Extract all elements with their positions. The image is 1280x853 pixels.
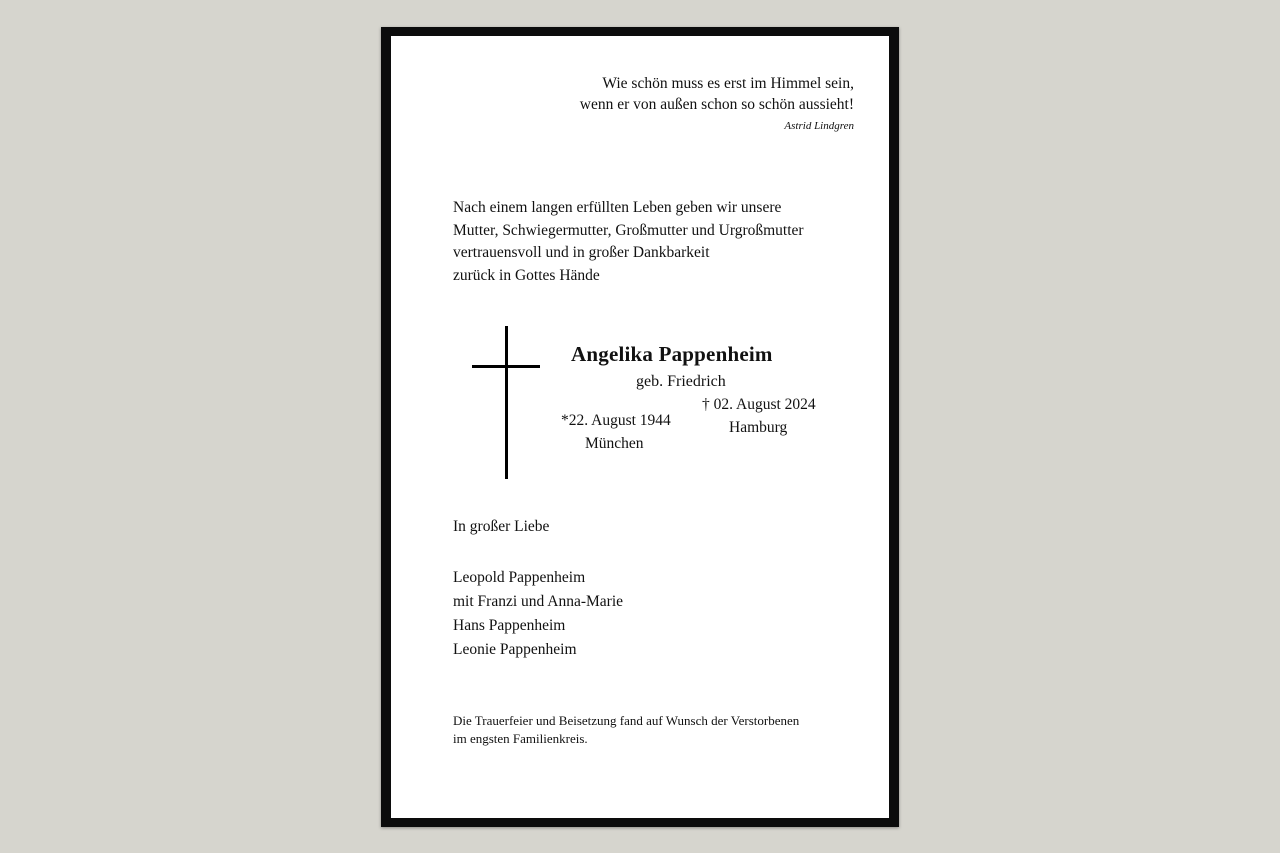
death-date: † 02. August 2024 bbox=[702, 396, 816, 413]
mourner-line: mit Franzi und Anna-Marie bbox=[453, 593, 624, 610]
cross-horizontal-bar bbox=[472, 365, 540, 368]
quote bbox=[580, 73, 854, 115]
notice-line: im engsten Familienkreis. bbox=[453, 731, 588, 746]
notice-line: Die Trauerfeier und Beisetzung fand auf Wunsch der Verstorbenen bbox=[453, 713, 800, 728]
card-frame bbox=[381, 27, 899, 827]
mourners-list bbox=[453, 566, 623, 662]
deceased-name: Angelika Pappenheim bbox=[571, 342, 773, 366]
death-place: Hamburg bbox=[729, 419, 788, 436]
intro-line: zurück in Gottes Hände bbox=[453, 266, 600, 284]
mourner-line: Leopold Pappenheim bbox=[453, 569, 586, 586]
quote-line: Wie schön muss es erst im Himmel sein, bbox=[602, 75, 854, 92]
closing-phrase: In großer Liebe bbox=[453, 518, 550, 535]
funeral-notice bbox=[453, 712, 799, 748]
quote-author: Astrid Lindgren bbox=[784, 120, 854, 132]
maiden-name: geb. Friedrich bbox=[636, 373, 726, 390]
quote-line: wenn er von außen schon so schön aussieht! bbox=[579, 96, 854, 113]
birth-place: München bbox=[585, 435, 644, 452]
obituary-card bbox=[391, 36, 889, 818]
mourner-line: Leonie Pappenheim bbox=[453, 641, 577, 658]
birth-date: *22. August 1944 bbox=[561, 412, 671, 429]
intro-text bbox=[453, 197, 804, 287]
intro-line: vertrauensvoll und in großer Dankbarkeit bbox=[453, 244, 710, 261]
intro-line: Nach einem langen erfüllten Leben geben wir unsere bbox=[453, 199, 782, 216]
mourner-line: Hans Pappenheim bbox=[453, 617, 566, 634]
cross-vertical-bar bbox=[505, 326, 508, 479]
intro-line: Mutter, Schwiegermutter, Großmutter und Urgroßmutter bbox=[453, 221, 804, 239]
